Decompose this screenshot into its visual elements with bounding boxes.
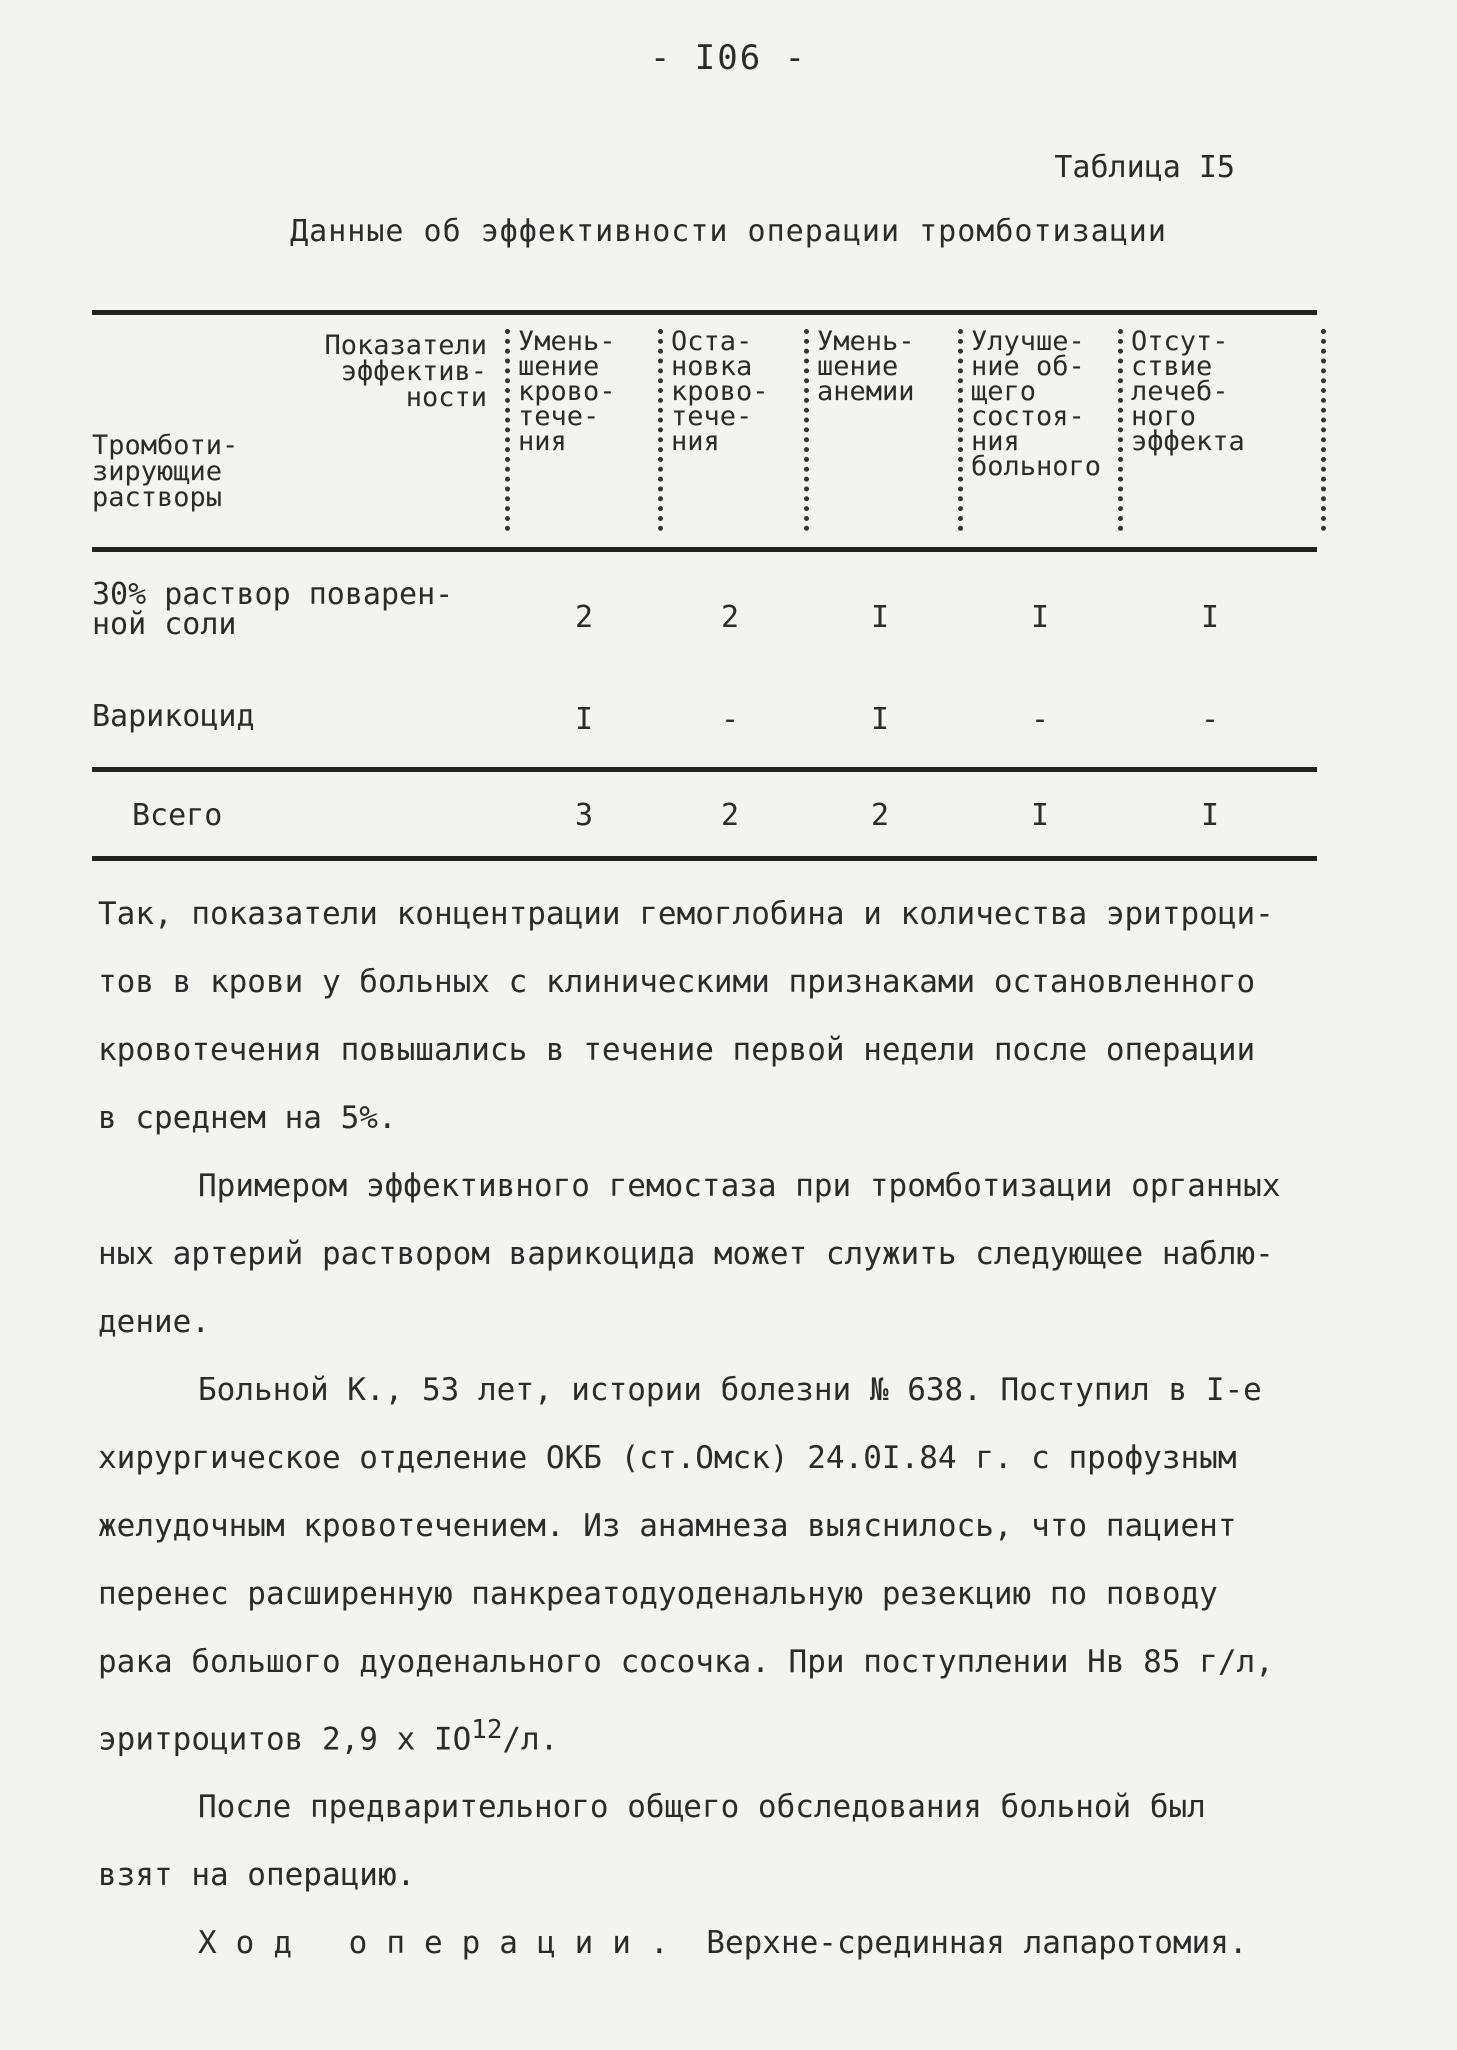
text-line: Больной К., 53 лет, истории болезни № 638. Поступил в I-е [198, 1372, 1262, 1408]
row-label: 30% раствор поварен- ной соли [92, 577, 454, 642]
text-line: Примером эффективного гемостаза при тромботизации органных [198, 1168, 1281, 1204]
cell-value: I [1030, 600, 1050, 635]
text-line: взят на операцию. [98, 1857, 416, 1894]
header-corner-bottom: Тромботи- зирующие растворы [92, 430, 239, 513]
erythrocytes-text: эритроцитов 2,9 х IO [98, 1721, 472, 1758]
total-value: I [1200, 798, 1220, 833]
efficiency-table [92, 310, 1317, 861]
unit-text: /л. [502, 1721, 559, 1758]
text-line: желудочным кровотечением. Из анамнеза выяснилось, что пациент [98, 1508, 1237, 1544]
text-line: Так, показатели концентрации гемоглобина и количества эритроци- [98, 896, 1274, 932]
table-row [92, 699, 1317, 742]
paragraph-operation-prep [98, 1773, 1348, 1909]
total-value: 2 [870, 798, 890, 833]
text-line: ных артерий раствором варикоцида может служить следующее наблю- [98, 1236, 1274, 1272]
paragraph-example [98, 1152, 1348, 1356]
operation-text: Верхне-срединная лапаротомия. [687, 1925, 1248, 1962]
row-label: Варикоцид [92, 699, 255, 734]
cell-value: I [1200, 600, 1220, 635]
total-value: 2 [720, 798, 740, 833]
paragraph-hemoglobin [98, 880, 1348, 1152]
text-line: перенес расширенную панкреатодуоденальную резекцию по поводу [98, 1576, 1218, 1612]
paragraph-operation-course [98, 1909, 1348, 1977]
text-line: дение. [98, 1304, 210, 1340]
total-value: I [1030, 798, 1050, 833]
table-bottom-rule [92, 856, 1317, 861]
text-line: После предварительного общего обследования больной был [198, 1789, 1206, 1826]
header-col-reduction-anemia: Умень- шение анемии [804, 329, 961, 531]
text-line: тов в крови у больных с клиническими признаками остановленного [98, 964, 1256, 1000]
text-line: рака большого дуоденального сосочка. При поступлении Нв 85 г/л, [98, 1644, 1274, 1680]
table-body [92, 552, 1317, 767]
header-col-improvement: Улучше- ние об- щего состоя- ния больного [958, 329, 1121, 531]
table-header [92, 315, 1317, 547]
operation-heading: Ход операции. [198, 1925, 688, 1962]
header-col-no-effect: Отсут- ствие лечеб- ного эффекта [1118, 329, 1326, 531]
total-row [92, 772, 1317, 856]
header-corner-cell [92, 315, 502, 547]
cell-value: I [574, 702, 594, 737]
table-row [92, 577, 1317, 650]
table-caption: Данные об эффективности операции тромботизации [290, 214, 1167, 249]
text-line: в среднем на 5%. [98, 1100, 397, 1136]
text-line [98, 1696, 1348, 1773]
cell-value: 2 [720, 600, 740, 635]
body-text [98, 880, 1348, 1977]
total-label: Всего [132, 798, 223, 833]
header-corner-top: Показатели эффектив- ности [324, 330, 487, 413]
text-line: хирургическое отделение ОКБ (ст.Омск) 24.0I.84 г. с профузным [98, 1440, 1237, 1476]
cell-value: - [720, 702, 740, 737]
page-number: - I06 - [649, 38, 808, 78]
total-value: 3 [574, 798, 594, 833]
cell-value: 2 [574, 600, 594, 635]
header-col-reduction-bleeding: Умень- шение крово- тече- ния [505, 329, 660, 531]
cell-value: I [870, 702, 890, 737]
header-col-stop-bleeding: Оста- новка крово- тече- ния [658, 329, 807, 531]
table-label: Таблица I5 [1054, 150, 1235, 185]
cell-value: - [1200, 702, 1220, 737]
cell-value: - [1030, 702, 1050, 737]
text-line: кровотечения повышались в течение первой недели после операции [98, 1032, 1256, 1068]
paragraph-patient [98, 1356, 1348, 1773]
exponent: 12 [471, 1715, 503, 1745]
cell-value: I [870, 600, 890, 635]
